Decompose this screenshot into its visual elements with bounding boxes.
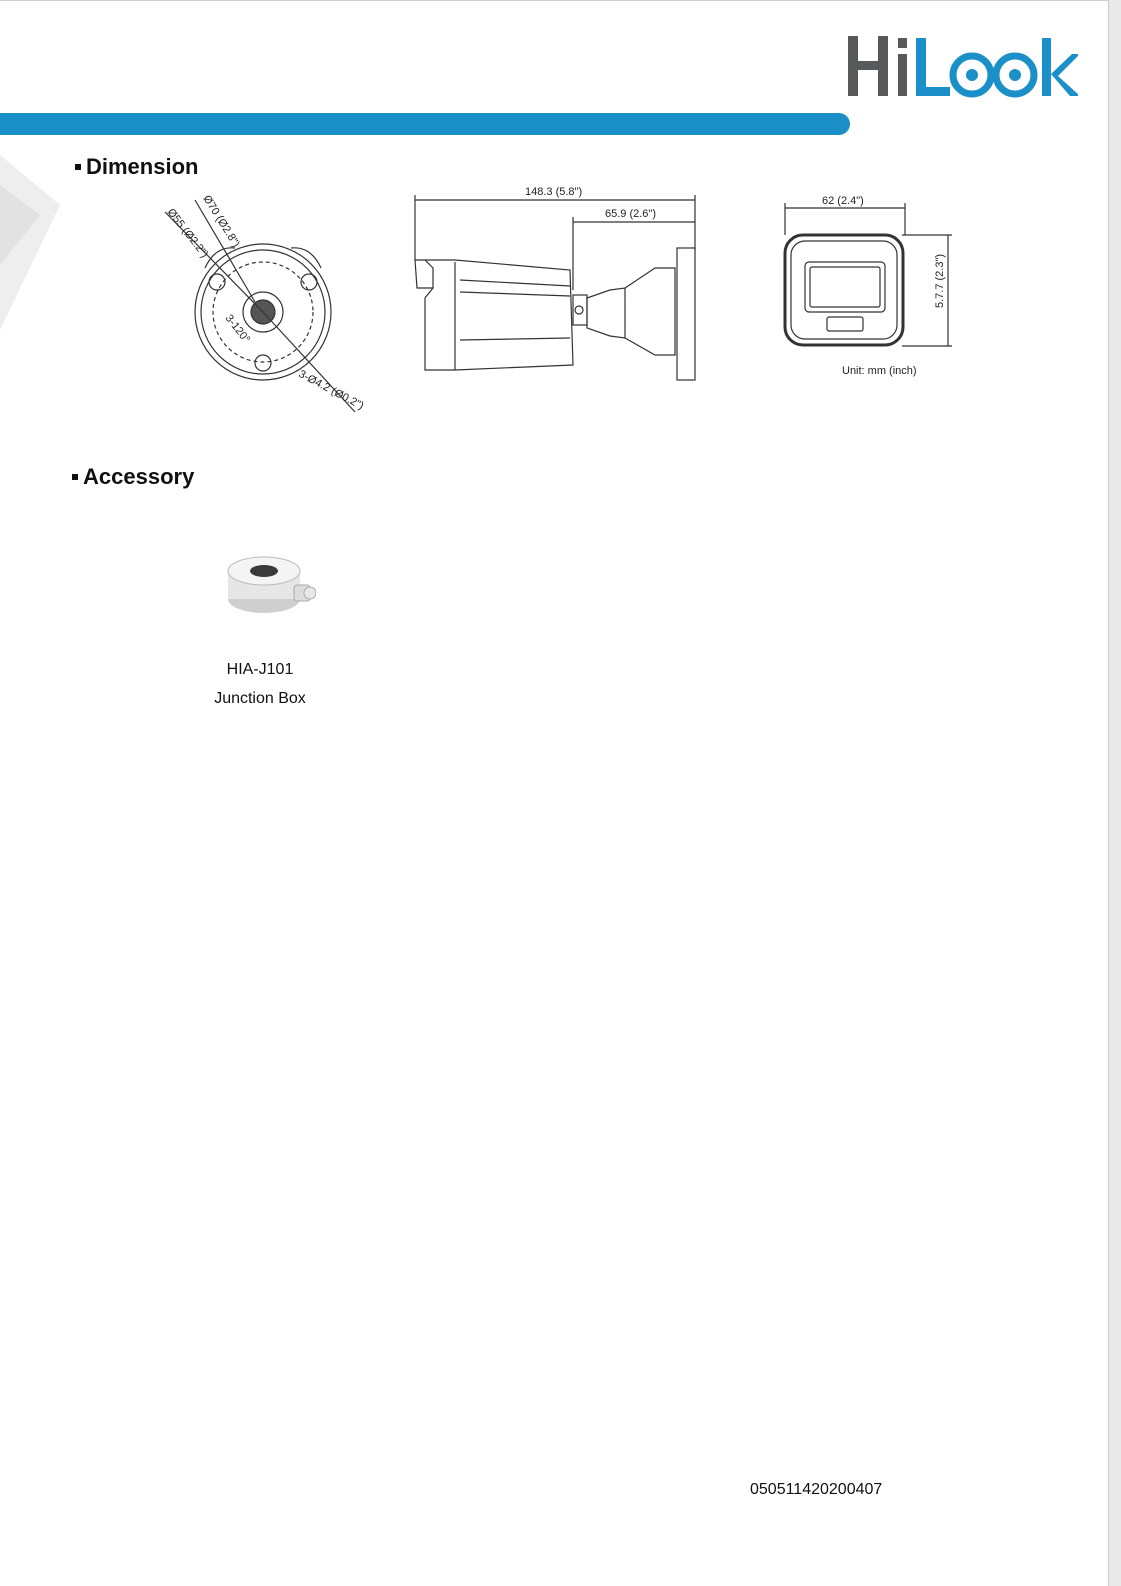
bullet-icon bbox=[72, 474, 78, 480]
junction-box-image bbox=[226, 553, 316, 619]
accessory-heading bbox=[72, 464, 194, 490]
height-label: 5.7.7 (2.3") bbox=[934, 253, 946, 308]
page-right-edge bbox=[1108, 0, 1121, 1586]
watermark-graphic bbox=[0, 145, 70, 335]
width-label: 62 (2.4") bbox=[822, 195, 864, 207]
holes-label: 3-Ø4.2 (Ø0.2") bbox=[296, 368, 366, 413]
inner-diameter-label: Ø55 (Ø2.2") bbox=[164, 206, 211, 261]
outer-diameter-label: Ø70 (Ø2.8") bbox=[200, 193, 242, 250]
side-view-drawing bbox=[405, 180, 705, 390]
dimension-title: Dimension bbox=[86, 154, 199, 179]
hilook-logo bbox=[848, 30, 1078, 102]
total-length-label: 148.3 (5.8") bbox=[525, 186, 583, 198]
angle-label: 3-120° bbox=[222, 312, 253, 346]
document-code: 050511420200407 bbox=[750, 1481, 883, 1498]
front-view-drawing bbox=[155, 190, 385, 425]
unit-note: Unit: mm (inch) bbox=[842, 365, 917, 377]
accessory-name: Junction Box bbox=[214, 690, 306, 707]
mount-length-label: 65.9 (2.6") bbox=[605, 208, 656, 220]
dimension-heading bbox=[75, 154, 198, 180]
rear-view-drawing bbox=[780, 190, 970, 380]
page-top-edge bbox=[0, 0, 1109, 1]
accessory-title: Accessory bbox=[83, 464, 195, 489]
accessory-model: HIA-J101 bbox=[226, 661, 294, 678]
header-accent-bar bbox=[0, 113, 850, 135]
bullet-icon bbox=[75, 164, 81, 170]
